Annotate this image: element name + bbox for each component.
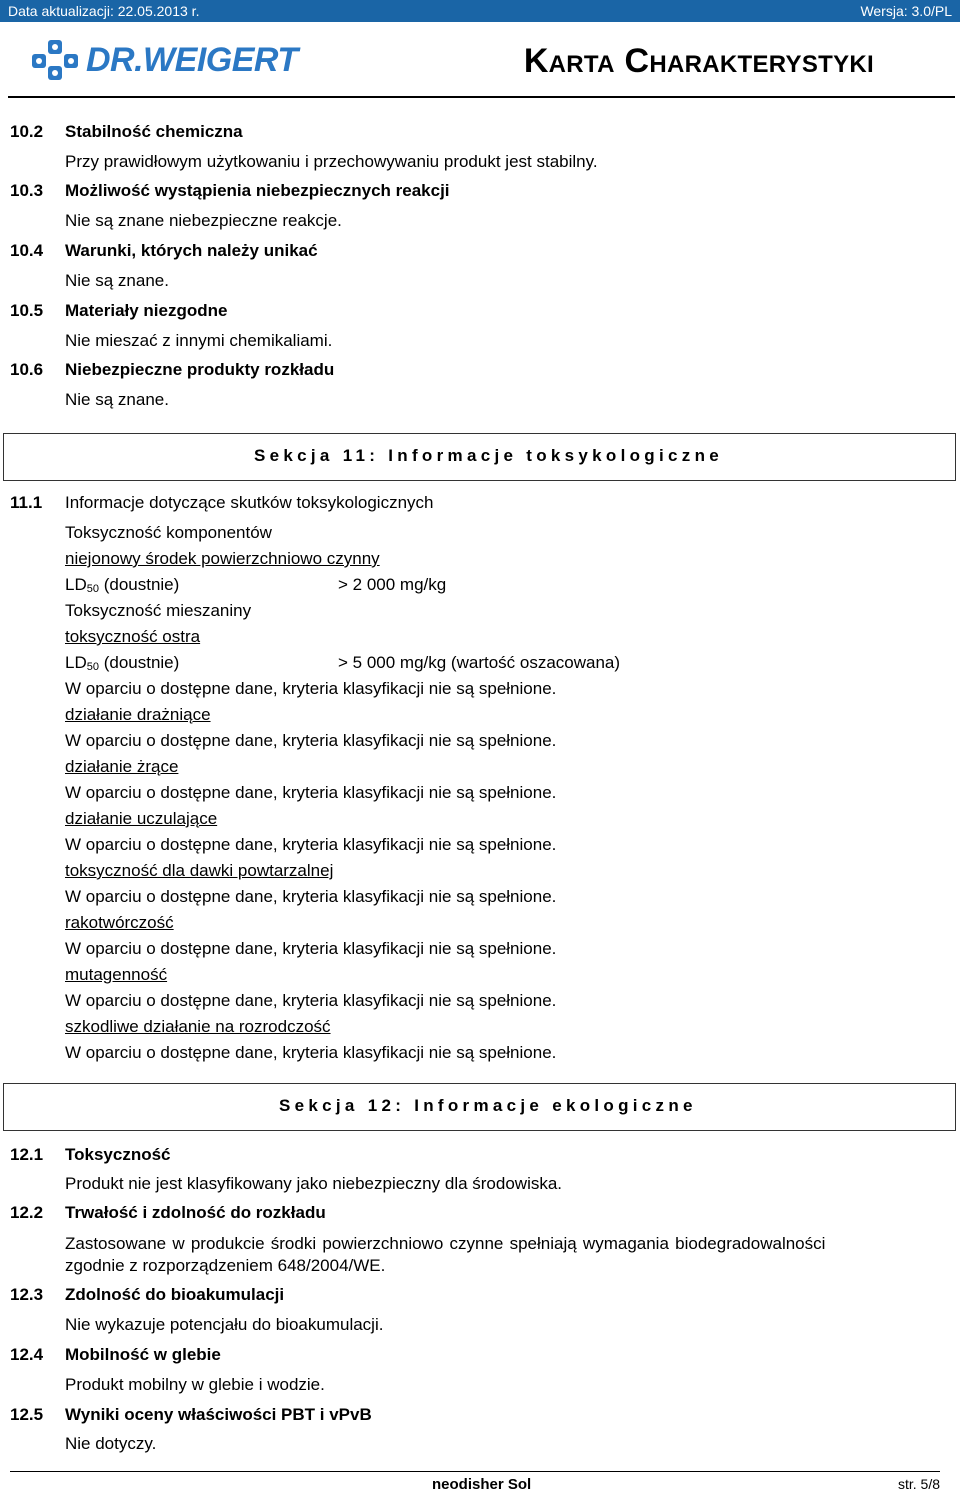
item-number: 12.1 <box>10 1145 44 1164</box>
item-text: Nie są znane. <box>65 390 169 409</box>
item-number: 10.5 <box>10 301 44 320</box>
item-title: Mobilność w glebie <box>65 1345 221 1364</box>
section-11-heading-box <box>3 433 956 481</box>
item-text: Nie dotyczy. <box>65 1434 157 1453</box>
item-number: 10.2 <box>10 122 44 141</box>
effect-label: rakotwórczość <box>65 913 174 932</box>
criteria-text: W oparciu o dostępne dane, kryteria klasyfikacji nie są spełnione. <box>65 835 557 854</box>
effect-label: działanie uczulające <box>65 809 218 828</box>
criteria-text: W oparciu o dostępne dane, kryteria klasyfikacji nie są spełnione. <box>65 731 557 750</box>
version: Wersja: 3.0/PL <box>860 3 952 19</box>
item-title: Toksyczność <box>65 1145 171 1164</box>
mixture-ld-value: > 5 000 mg/kg (wartość oszacowana) <box>338 653 621 672</box>
item-text: Przy prawidłowym użytkowaniu i przechowywaniu produkt jest stabilny. <box>65 152 598 171</box>
footer-page-number: str. 5/8 <box>897 1476 940 1492</box>
item-title: Zdolność do bioakumulacji <box>65 1285 285 1304</box>
section-12-heading: Sekcja 12: Informacje ekologiczne <box>279 1096 697 1115</box>
item-title: Informacje dotyczące skutków toksykologicznych <box>65 493 434 512</box>
company-logo <box>30 38 298 82</box>
footer-product-name: neodisher Sol <box>432 1476 532 1492</box>
top-info-bar <box>0 0 960 22</box>
component-ld-label: $LD_{50}$ (doustnie) <box>65 575 180 595</box>
mixture-title: Toksyczność mieszaniny <box>65 601 252 620</box>
item-title: Wyniki oceny właściwości PBT i vPvB <box>65 1405 372 1424</box>
item-text: Nie są znane niebezpieczne reakcje. <box>65 211 342 230</box>
item-title: Materiały niezgodne <box>65 301 228 320</box>
item-number: 12.3 <box>10 1285 44 1304</box>
effect-label: mutagenność <box>65 965 168 984</box>
criteria-text: W oparciu o dostępne dane, kryteria klasyfikacji nie są spełnione. <box>65 939 557 958</box>
item-title: Warunki, których należy unikać <box>65 241 318 260</box>
item-number: 10.4 <box>10 241 44 260</box>
item-text: Produkt nie jest klasyfikowany jako niebezpieczny dla środowiska. <box>65 1174 563 1193</box>
update-date: Data aktualizacji: 22.05.2013 r. <box>8 3 200 19</box>
component-ld-value: > 2 000 mg/kg <box>338 575 447 594</box>
components-title: Toksyczność komponentów <box>65 523 272 542</box>
item-title: Trwałość i zdolność do rozkładu <box>65 1203 326 1222</box>
section-11-heading: Sekcja 11: Informacje toksykologiczne <box>254 446 724 465</box>
item-text-continued: zgodnie z rozporządzeniem 648/2004/WE. <box>65 1256 386 1275</box>
section-12-heading-box <box>3 1083 956 1131</box>
molecule-icon <box>30 38 80 82</box>
criteria-text: W oparciu o dostępne dane, kryteria klasyfikacji nie są spełnione. <box>65 679 557 698</box>
component-name: niejonowy środek powierzchniowo czynny <box>65 549 380 568</box>
item-number: 10.6 <box>10 360 44 379</box>
item-text: Nie mieszać z innymi chemikaliami. <box>65 331 333 350</box>
criteria-text: W oparciu o dostępne dane, kryteria klasyfikacji nie są spełnione. <box>65 783 557 802</box>
criteria-text: W oparciu o dostępne dane, kryteria klasyfikacji nie są spełnione. <box>65 991 557 1010</box>
item-number: 10.3 <box>10 181 44 200</box>
item-number: 12.4 <box>10 1345 44 1364</box>
item-number: 11.1 <box>10 493 43 512</box>
acute-toxicity-label: toksyczność ostra <box>65 627 201 646</box>
item-text: Produkt mobilny w glebie i wodzie. <box>65 1375 325 1394</box>
item-title: Stabilność chemiczna <box>65 122 243 141</box>
criteria-text: W oparciu o dostępne dane, kryteria klasyfikacji nie są spełnione. <box>65 1043 557 1062</box>
effect-label: toksyczność dla dawki powtarzalnej <box>65 861 334 880</box>
item-number: 12.2 <box>10 1203 44 1222</box>
item-number: 12.5 <box>10 1405 44 1424</box>
item-text: Nie wykazuje potencjału do bioakumulacji. <box>65 1315 384 1334</box>
header-divider <box>8 96 955 98</box>
effect-label: działanie drażniące <box>65 705 211 724</box>
logo-text: DR.WEIGERT <box>86 40 298 79</box>
document-title: Karta Charakterystyki <box>523 42 874 80</box>
item-title: Możliwość wystąpienia niebezpiecznych reakcji <box>65 181 450 200</box>
effect-label: działanie żrące <box>65 757 179 776</box>
item-title: Niebezpieczne produkty rozkładu <box>65 360 335 379</box>
item-text: Nie są znane. <box>65 271 169 290</box>
criteria-text: W oparciu o dostępne dane, kryteria klasyfikacji nie są spełnione. <box>65 887 557 906</box>
mixture-ld-label: $LD_{50}$ (doustnie) <box>65 653 180 673</box>
effect-label: szkodliwe działanie na rozrodczość <box>65 1017 331 1036</box>
item-text: Zastosowane w produkcie środki powierzchniowo czynne spełniają wymagania biodegradowalności <box>65 1234 826 1253</box>
footer-divider <box>10 1471 940 1472</box>
